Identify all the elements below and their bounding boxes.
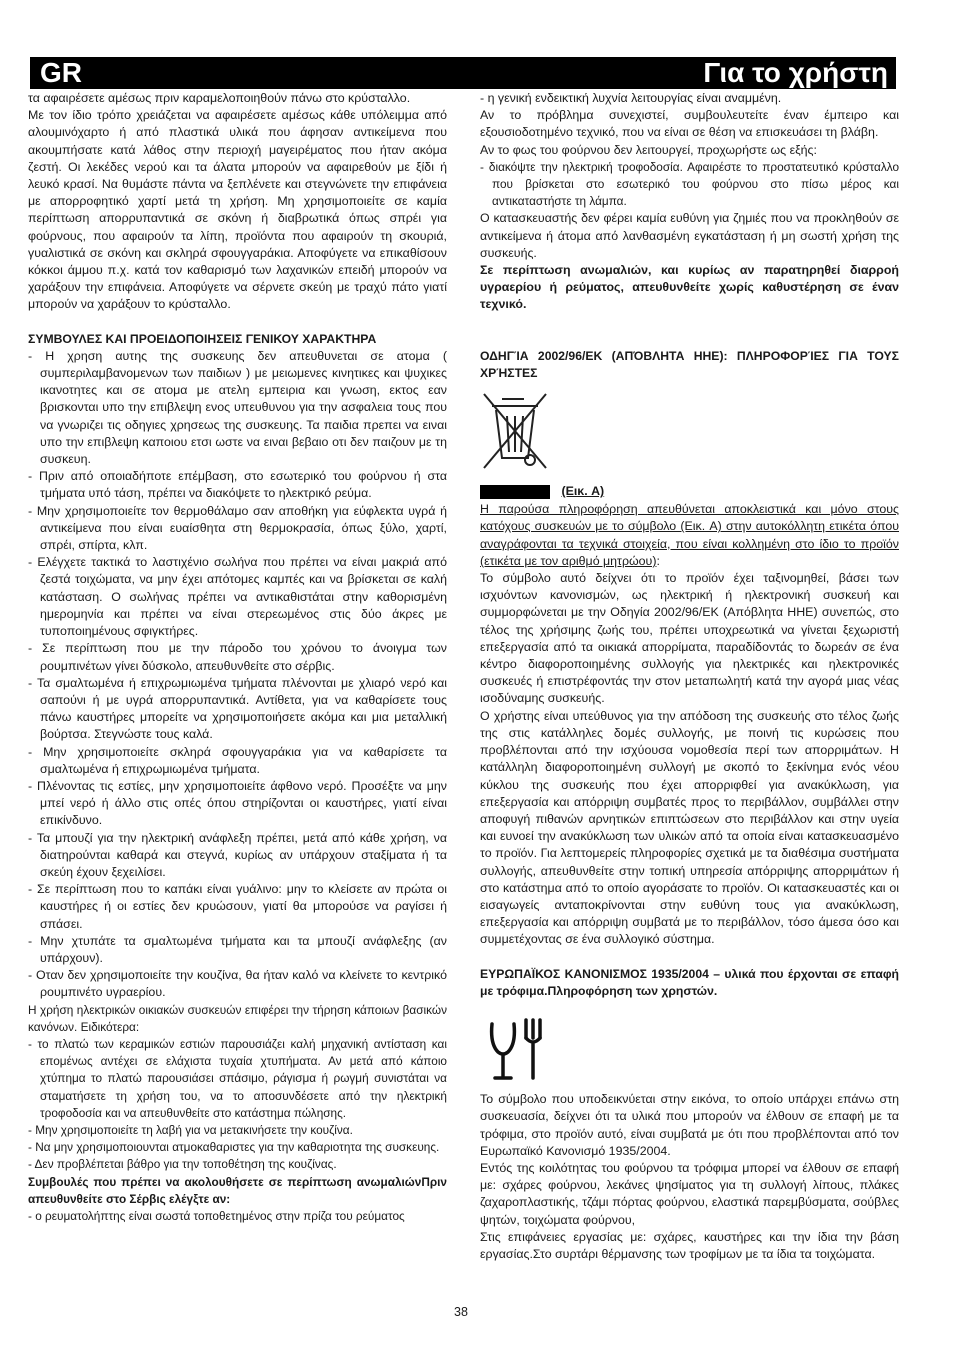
warning-item: - Πλένοντας τις εστίες, μην χρησιμοποιείτε άφθονο νερό. Προσέξτε να μην μπεί νερό ή άλλο στις οπές όπου στηρίζονται οι καυστήρες, γιατί είναι επικίνδυνο.: [28, 778, 447, 828]
page-title: Για το χρήστη: [703, 57, 888, 88]
page-header: [30, 57, 896, 89]
general-warnings-heading: ΣΥΜΒΟΥΛΕΣ ΚΑΙ ΠΡΟΕΙΔΟΠΟΙΗΣΕΙΣ ΓΕΝΙΚΟΥ ΧΑΡΑΚΤΗΡΑ: [28, 331, 377, 346]
warning-item: - Μην χτυπάτε τα σμαλτωμένα τμήματα και τα μπουζί ανάφλεξης (αν υπάρχουν).: [28, 933, 447, 965]
left-column: [28, 90, 447, 1225]
weee-target-paragraph: [480, 501, 899, 570]
figure-label: (Εικ. A): [561, 484, 605, 499]
emergency-warning: Σε περίπτωση ανωμαλιών, και κυρίως αν παρατηρηθεί διαρροή υγραερίου ή ρεύματος, απευθυνθείτε χωρίς καθυστέρηση σε έναν τεχνικό.: [480, 263, 899, 312]
black-bar: [480, 485, 550, 499]
intro-line: τα αφαιρέσετε αμέσως πριν καραμελοποιηθούν πάνω στο κρύσταλλο.: [28, 91, 411, 105]
electric-item: - Μην χρησιμοποιείτε τη λαβή για να μετακινήσετε την κουζίνα.: [28, 1122, 353, 1137]
body-paragraph: Αν το πρόβλημα συνεχιστεί, συμβουλευτείτε έναν έμπειρο και εξουσιοδοτημένο τεχνικό, που να είναι σε θέση να επισκευάσει τη βλάβη.: [480, 108, 899, 140]
page-number: 38: [454, 1305, 468, 1319]
food-contact-icon: [486, 1014, 552, 1086]
warning-item: - Τα σμαλτωμένα ή επιχρωμιωμένα τμήματα πλένονται με χλιαρό νερό και σαπούνι ή με υγρά απορρυπαντικά. Αντίθετα, για να καθαρίσετε τους πάνω καυστήρες μπορείτε να χρησιμοποιήσετε ακόμα και μια μεταλλική βούρτσα. Στεγνώστε τους καλά.: [28, 675, 447, 742]
weee-heading: ΟΔΗΓΊΑ 2002/96/ΕΚ (ΑΠΌΒΛΗΤΑ ΗΗΕ): ΠΛΗΡΟΦΟΡΊΕΣ ΓΙΑ ΤΟΥΣ ΧΡΉΣΤΕΣ: [480, 348, 899, 380]
language-code: GR: [40, 57, 82, 88]
electric-item: - το πλατώ των κεραμικών εστιών παρουσιάζει καλή μηχανική αντίσταση και επομένως αντέχει σε ελάχιστα τυχαία χτυπήματα. Αν μετά από κάποιο χτύπημα το πλατώ παρουσιάσει σπάσιμο, ράγισμα ή ρωγμή συνιστάται να σταματήσετε τη χρήση του, να το αποσυνδέσετε από την ηλεκτρική τροφοδοσία και να απευθυνθείτε στο κατάστημα πώλησης.: [28, 1036, 447, 1120]
body-paragraph: Αν το φως του φούρνου δεν λειτουργεί, προχωρήστε ως εξής:: [480, 142, 817, 157]
eu-paragraph: Το σύμβολο που υποδεικνύεται στην εικόνα, το οποίο υπάρχει επάνω στη συσκευασία, δείχνει ότι τα υλικά που μπορούν να έλθουν σε επαφή με τα τρόφιμα, στο προϊόν αυτό, είναι συμβατά με ότι που προβλέπονται από τον Ευρωπαϊκό Κανονισμό 1935/2004.: [480, 1092, 899, 1158]
weee-paragraph: Ο χρήστης είναι υπεύθυνος για την απόδοση της συσκευής στο τέλος ζωής της στις κατάλληλες δομές συλλογής, με ποινή τις κυρώσεις που προβλέπονται από την ισχύουσα νομοθεσία περί των απορριμάτων. Η κατάλληλη διαφοροποιημένη συλλογή με σκοπό το ξεκίνημα ενός νέου κύκλου της συσκευής που έχει απορριφθεί για ανακύκλωση, για επεξεργασία και απόρριψη συμβατές προς το περιβάλλον, συμβάλλει στην αποφυγή πιθανών αρνητικών επιπτώσεων στο περιβάλλον και στην υγεία και ευνοεί την ανακύκλωση των υλικών από τα οποία είναι κατασκευασμένο το προϊόν. Για λεπτομερείς πληροφορίες σχετικά με τα διαθέσιμα συστήματα συλλογής, απευθυνθείτε στην τοπική υπηρεσία απόρριψης απορριμάτων ή στο κατάστημα από το οποίο αγοράσατε το προϊόν. Οι κατασκευαστές και οι εισαγωγείς ανταποκρίνονται στην ευθύνη τους για ανακύκλωση, επεξεργασία και απόρριψη συμβατά με το περιβάλλον, τόσο άμεσα όσο και συμμετέχοντας σε ένα συλλογικό σύστημα.: [480, 708, 899, 947]
electric-item: - Δεν προβλέπεται βάθρο για την τοποθέτηση της κουζίνας.: [28, 1157, 337, 1172]
electric-intro: Η χρήση ηλεκτρικών οικιακών συσκευών επιφέρει την τήρηση κάποιων βασικών κανόνων. Ειδικότερα:: [28, 1002, 447, 1034]
troubleshooting-item: - η γενική ενδεικτική λυχνία λειτουργίας είναι αναμμένη.: [480, 91, 782, 105]
colon: :: [656, 553, 660, 568]
eu-paragraph: Εντός της κοιλότητας του φούρνου τα τρόφιμα μπορεί να έλθουν σε επαφή με: σχάρες φούρνου, λεκάνες ψησίματος για τη συλλογή λίπους, πλάκες ζαχαροπλαστικής, τζάμι πόρτας φούρνου, ελαστικά παρεμβύσματα, σούβλες ψητών, τοιχώματα φούρνου,: [480, 1160, 899, 1227]
warning-item: - Σε περίπτωση που το καπάκι είναι γυάλινο: μην το κλείσετε αν πρώτα οι καυστήρες ή οι εστίες δεν κρυώσουν, γιατί θα μπορούσε να ραγίσει ή σπάσει.: [28, 882, 447, 931]
warning-item: - Σε περίπτωση που με την πάροδο του χρόνου το άνοιγμα των ρουμπινέτων γίνει δύσκολο, απευθυνθείτε στο σέρβις.: [28, 641, 447, 673]
liability-paragraph: Ο κατασκευαστής δεν φέρει καμία ευθύνη για ζημιές που να προκληθούν σε αντικείμενα ή άτομα από λανθασμένη εγκατάσταση ή μη σωστή χρήση της συσκευής.: [480, 211, 899, 260]
eu-paragraph: Στις επιφάνειες εργασίας με: σχάρες, καυστήρες και την ίδια την βάση εργασίας.Στο συρτάρι θέρμανσης των τροφίμων με τα ίδια τα τοιχώματα.: [480, 1229, 899, 1261]
crossed-out-bin-icon: [480, 390, 550, 472]
eu-regulation-heading: ΕΥΡΩΠΑΪΚΟΣ ΚΑΝΟΝΙΣΜΟΣ 1935/2004 – υλικά που έρχονται σε επαφή με τρόφιμα.Πληροφόρηση των χρηστών.: [480, 966, 899, 998]
warning-item: - Τα μπουζί για την ηλεκτρική ανάφλεξη πρέπει, μετά από κάθε χρήση, να διατηρούνται καθαρά και στεγνά, κυρίως αν υπάρχουν σταξίματα ή τα σκεύη έχουν ξεχειλίσει.: [28, 830, 447, 879]
lamp-instruction: - διακόψτε την ηλεκτρική τροφοδοσία. Αφαιρέστε το προστατευτικό κρύσταλλο που βρίσκεται στο εσωτερικό του φούρνου στο πίσω μέρος και αντικαταστήστε τη λάμπα.: [480, 159, 899, 209]
warning-item: - Πριν από οποιαδήποτε επέμβαση, στο εσωτερικό του φούρνου ή στα τμήματα υπό τάση, πρέπει να διακόψετε το ηλεκτρικό ρεύμα.: [28, 469, 447, 501]
troubleshooting-item: - ο ρευματολήπτης είναι σωστά τοποθετημένος στην πρίζα του ρεύματος: [28, 1209, 405, 1223]
weee-target-text: Η παρούσα πληροφόρηση απευθύνεται αποκλειστικά και μόνο στους κατόχους συσκευών με το σύμβολο (Εικ. A) στην αυτοκόλλητη ετικέτα όπου αναγράφονται τα τεχνικά στοιχεία, που είναι κολλημένη στο ίδιο το προϊόν (ετικέτα με τον αριθμό μητρώου): [480, 502, 899, 568]
intro-paragraph: Με τον ίδιο τρόπο χρειάζεται να αφαιρέσετε αμέσως κάθε υπόλειμμα από αλουμινόχαρτο ή από πλαστικά υλικά που άφησαν αντικείμενα που ακουμπήσατε κατά λάθος στην περιοχή μαγειρέματος που ήταν ακόμα ζεστή. Οι λεκέδες νερού και τα άλατα μπορούν να αφαιρεθούν με ξίδι ή λευκό κρασί. Να θυμάστε πάντα να ξεπλένετε και στεγνώνετε την επιφάνεια με απορροφητικό χαρτί μετά τη χρήση. Μη χρησιμοποιείτε σε καμία περίπτωση απορρυπαντικά σε σκόνη ή διαβρωτικά όπως σπρέι για φούρνους, που αφαιρούν τα λίπη, προϊόντα που αφαιρούν τη σκουριά, γυαλιστικά σε σκόνη και σκληρά σφουγγαράκια. Αποφύγετε να επικαθίσουν κόκκοι άμμου π.χ. κατά τον καθαρισμό των λαχανικών επειδή μπορούν να χαράξουν την επιφάνεια. Αποφύγετε να σέρνετε σκεύη με τραχύ πάτο γιατί μπορούν να χαράξουν το κρύσταλλο.: [28, 108, 447, 312]
warning-item: - Οταν δεν χρησιμοποιείτε την κουζίνα, θα ήταν καλό να κλείνετε το κεντρικό ρουμπινέτο υγραερίου.: [28, 968, 447, 1000]
warning-item: - Μην χρησιμοποιείτε σκληρά σφουγγαράκια για να καθαρίσετε τα σμαλτωμένα ή επιχρωμιωμένα τμήματα.: [28, 744, 447, 776]
right-column: [480, 90, 899, 1263]
warning-item: - Μην χρησιμοποιείτε τον θερμοθάλαμο σαν αποθήκη για εύφλεκτα υγρά ή αντικείμενα που είναι ευαίσθητα στη θερμοκρασία, όπως ξύλο, χαρτί, σπρέι, σπίρτα, κλπ.: [28, 503, 447, 553]
electric-item: - Να μην χρησιμοποιουνται ατμοκαθαριστες για την καθαριοτητα της συσκευης.: [28, 1140, 440, 1155]
troubleshooting-advice: Συμβουλές που πρέπει να ακολουθήσετε σε περίπτωση ανωμαλιώνΠριν απευθυνθείτε στο Σέρβις ελέγξτε αν:: [28, 1174, 447, 1206]
weee-paragraph: Το σύμβολο αυτό δείχνει ότι το προϊόν έχει ταξινομηθεί, βάσει των ισχυόντων κανονισμών, ως ηλεκτρική ή ηλεκτρονική συσκευή και συμμορφώνεται με την Οδηγία 2002/96/ΕΚ (Απόβλητα ΗΗΕ) συνεπώς, στο τέλος της χρήσιμης ζωής του, πρέπει υποχρεωτικά να γίνεται ξεχωριστή επεξεργασία από τα οικιακά απορρίματα, παραδίδοντάς το δωρεάν σε ένα κέντρο διαφοροποιημένης συλλογής για ηλεκτρικές και ηλεκτρονικές συσκευές ή επιστρέφοντάς την στον μεταπωλητή κατά την αγορά μιας νέας ισοδύναμης συσκευής.: [480, 571, 899, 706]
warning-item: - Ελέγχετε τακτικά το λαστιχένιο σωλήνα που πρέπει να είναι μακριά από ζεστά τοιχώματα, να μην έχει απότομες καμπές και να βρίσκεται σε καλή κατάσταση. Ο σωλήνας πρέπει να αντικαθιστάται στην καθορισμένη ημερομηνία και πρέπει να είναι στερεωμένος στις δύο άκρες με τυποποιημένους σφιγκτήρες.: [28, 555, 447, 639]
warning-item: - Η χρηση αυτης της συσκευης δεν απευθυνεται σε ατομα ( συμπεριλαμβανομενων των παιδιων ) με μειωμενες κινητικες και ψυχικες ικανοτητες και σε ατομα με ατελη εμπειρια και γνωση, εκτος εαν βρισκονται υπο την επιβλεψη ενος υπευθυνου για την ασφαλεια τους που να γνωριζει τις οδηγιες χρησεως της συσκευης. Τα παιδια πρεπει να ειναι υπο την επιβλεψη καποιου ετσι ωστε να ειναι βεβαιο οτι δεν παιζουν με τη συσκευη.: [28, 348, 447, 467]
